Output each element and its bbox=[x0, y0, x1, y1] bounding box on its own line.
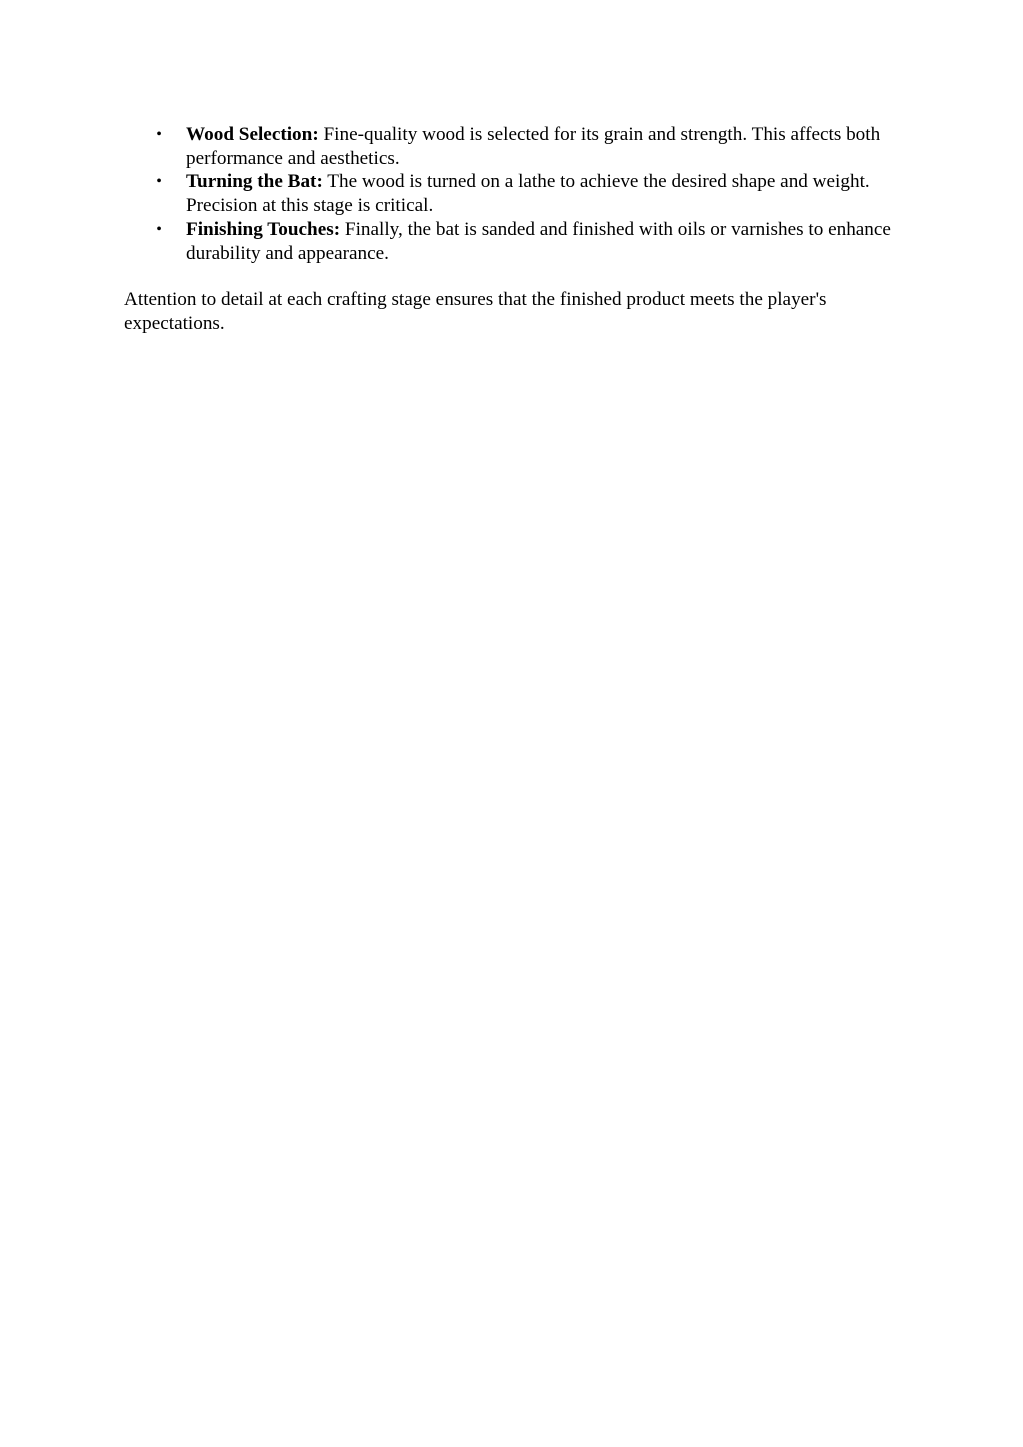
document-page bbox=[124, 123, 904, 336]
bullet-icon bbox=[154, 123, 164, 147]
step-description: The wood is turned on a lathe to achieve the desired shape and weight. Precision at this stage is critical. bbox=[186, 171, 870, 217]
step-description: Fine-quality wood is selected for its grain and strength. This affects both performance and aesthetics. bbox=[186, 124, 881, 169]
bullet-icon bbox=[154, 170, 164, 194]
bullet-icon bbox=[154, 218, 164, 242]
closing-paragraph: Attention to detail at each crafting stage ensures that the finished product meets the player's expectations. bbox=[124, 289, 827, 334]
step-description: Finally, the bat is sanded and finished with oils or varnishes to enhance durability and appearance. bbox=[186, 218, 891, 264]
crafting-steps-list bbox=[124, 123, 904, 265]
step-term: Turning the Bat: bbox=[186, 171, 323, 193]
list-item-finishing-touches bbox=[124, 218, 904, 265]
step-term: Wood Selection: bbox=[186, 124, 319, 145]
list-item-wood-selection bbox=[124, 123, 904, 170]
list-item-turning-the-bat bbox=[124, 170, 904, 217]
step-term: Finishing Touches: bbox=[186, 218, 341, 240]
